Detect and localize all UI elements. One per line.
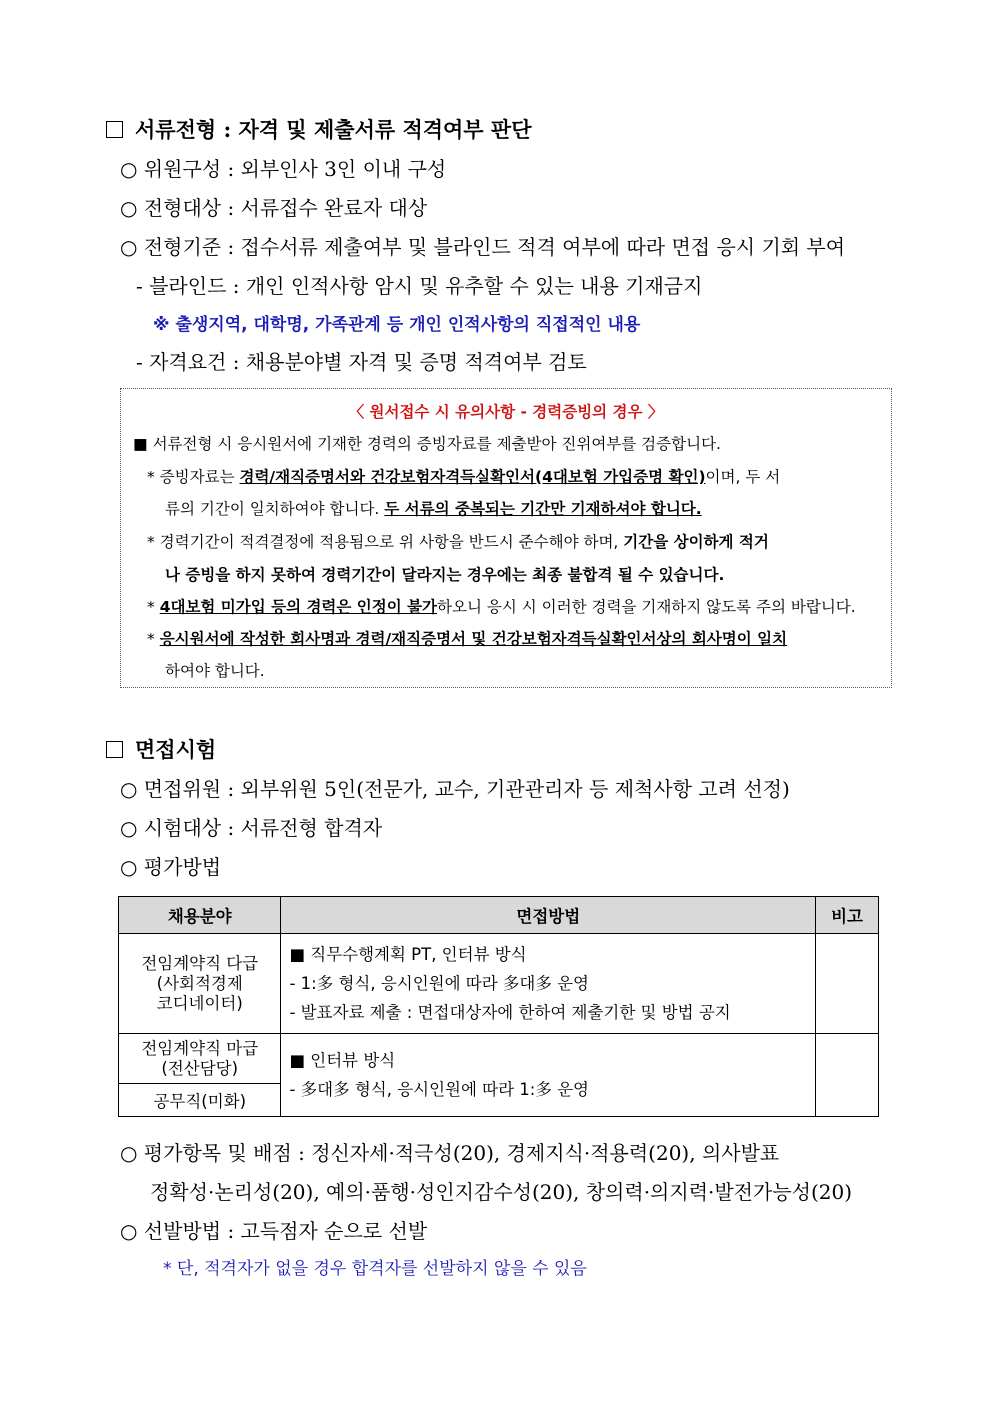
text-span-emph: 경력/재직증명서와 건강보험자격득실확인서(4대보험 가입증명 확인): [239, 468, 706, 486]
notice-title: 〈 원서접수 시 유의사항 - 경력증빙의 경우 〉: [348, 403, 664, 421]
table-row: [119, 934, 879, 1034]
item-blind: - 블라인드 : 개인 인적사항 암시 및 유추할 수 있는 내용 기재금지: [136, 274, 703, 298]
text-span: *: [147, 598, 160, 616]
item-interviewers: ○ 면접위원 : 외부위원 5인(전문가, 교수, 기관관리자 등 제척사항 고려 선정): [120, 777, 790, 801]
selection-note: * 단, 적격자가 없을 경우 합격자를 선발하지 않을 수 있음: [163, 1259, 587, 1279]
notice-line-5: 나 증빙을 하지 못하여 경력기간이 달라지는 경우에는 최종 불합격 될 수 있습니다.: [165, 566, 725, 584]
text-span-emph: 기간을 상이하게 적거: [623, 533, 769, 551]
text-span: 이며, 두 서: [705, 468, 781, 486]
eval-items-line-1: ○ 평가항목 및 배점 : 정신자세·적극성(20), 경제지식·적용력(20), 의사발표: [120, 1141, 780, 1165]
text-span: 류의 기간이 일치하여야 합니다.: [165, 500, 385, 518]
notice-line-7: [147, 627, 787, 649]
notice-line-1: ■ 서류전형 시 응시원서에 기재한 경력의 증빙자료를 제출받아 진위여부를 검증합니다.: [133, 435, 721, 453]
method-cell: [281, 934, 816, 1034]
field-line: 전임계약직 마급: [141, 1038, 259, 1058]
checkbox-square-icon: [106, 741, 123, 758]
note-cell: [816, 1034, 879, 1117]
text-span-emph: 4대보험 미가입 등의 경력은 인정이 불가: [159, 598, 438, 616]
section-heading-interview: [106, 734, 216, 764]
evaluation-table: [118, 896, 879, 1117]
field-cell: [119, 934, 281, 1034]
notice-line-3: [165, 497, 702, 519]
method-line: - 1:多 형식, 응시인원에 따라 多대多 운영: [289, 974, 589, 993]
text-span: * 증빙자료는: [147, 468, 240, 486]
text-span-emph: 두 서류의 중복되는 기간만 기재하셔야 합니다.: [384, 500, 702, 518]
item-committee: ○ 위원구성 : 외부인사 3인 이내 구성: [120, 157, 447, 181]
field-line: 전임계약직 다급: [141, 953, 259, 973]
notice-line-4: [147, 530, 769, 552]
item-eval-method: ○ 평가방법: [120, 855, 222, 879]
field-cell: [119, 1034, 281, 1084]
method-line: ■ 직무수행계획 PT, 인터뷰 방식: [289, 945, 527, 964]
item-target: ○ 전형대상 : 서류접수 완료자 대상: [120, 196, 428, 220]
field-line: (전산담당): [161, 1058, 239, 1078]
item-qualification: - 자격요건 : 채용분야별 자격 및 증명 적격여부 검토: [136, 350, 587, 374]
text-span: * 경력기간이 적격결정에 적용됨으로 위 사항을 반드시 준수해야 하며,: [147, 533, 624, 551]
heading-text: 서류전형 : 자격 및 제출서류 적격여부 판단: [135, 117, 532, 142]
note-cell: [816, 934, 879, 1034]
method-cell: [281, 1034, 816, 1117]
field-line: 코디네이터): [156, 993, 243, 1013]
table-row: [119, 1034, 879, 1084]
notice-box: [120, 388, 892, 688]
method-line: - 多대多 형식, 응시인원에 따라 1:多 운영: [289, 1080, 589, 1099]
item-selection: ○ 선발방법 : 고득점자 순으로 선발: [120, 1219, 428, 1243]
method-line: ■ 인터뷰 방식: [289, 1051, 396, 1070]
text-span: *: [147, 630, 160, 648]
heading-text: 면접시험: [135, 737, 217, 762]
notice-line-6: [147, 595, 856, 617]
text-span: 하오니 응시 시 이러한 경력을 기재하지 않도록 주의 바랍니다.: [437, 598, 856, 616]
text-span-emph: 응시원서에 작성한 회사명과 경력/재직증명서 및 건강보험자격득실확인서상의 회사명이 일치: [159, 630, 788, 648]
field-line: (사회적경제: [156, 973, 243, 993]
checkbox-square-icon: [106, 121, 123, 138]
method-line: - 발표자료 제출 : 면접대상자에 한하여 제출기한 및 방법 공지: [289, 1003, 731, 1022]
header-field: 채용분야: [119, 897, 281, 934]
eval-items-line-2: 정확성·논리성(20), 예의·품행·성인지감수성(20), 창의력·의지력·발전가능성(20): [150, 1180, 853, 1204]
header-method: 면접방법: [281, 897, 816, 934]
blind-note: ※ 출생지역, 대학명, 가족관계 등 개인 인적사항의 직접적인 내용: [153, 315, 641, 335]
item-exam-target: ○ 시험대상 : 서류전형 합격자: [120, 816, 383, 840]
section-heading-document-screening: [106, 114, 531, 144]
notice-line-2: [147, 465, 780, 487]
header-note: 비고: [816, 897, 879, 934]
item-criteria: ○ 전형기준 : 접수서류 제출여부 및 블라인드 적격 여부에 따라 면접 응시 기회 부여: [120, 235, 846, 259]
field-cell: 공무직(미화): [119, 1084, 281, 1117]
table-header-row: [119, 897, 879, 934]
notice-line-8: 하여야 합니다.: [165, 662, 265, 680]
